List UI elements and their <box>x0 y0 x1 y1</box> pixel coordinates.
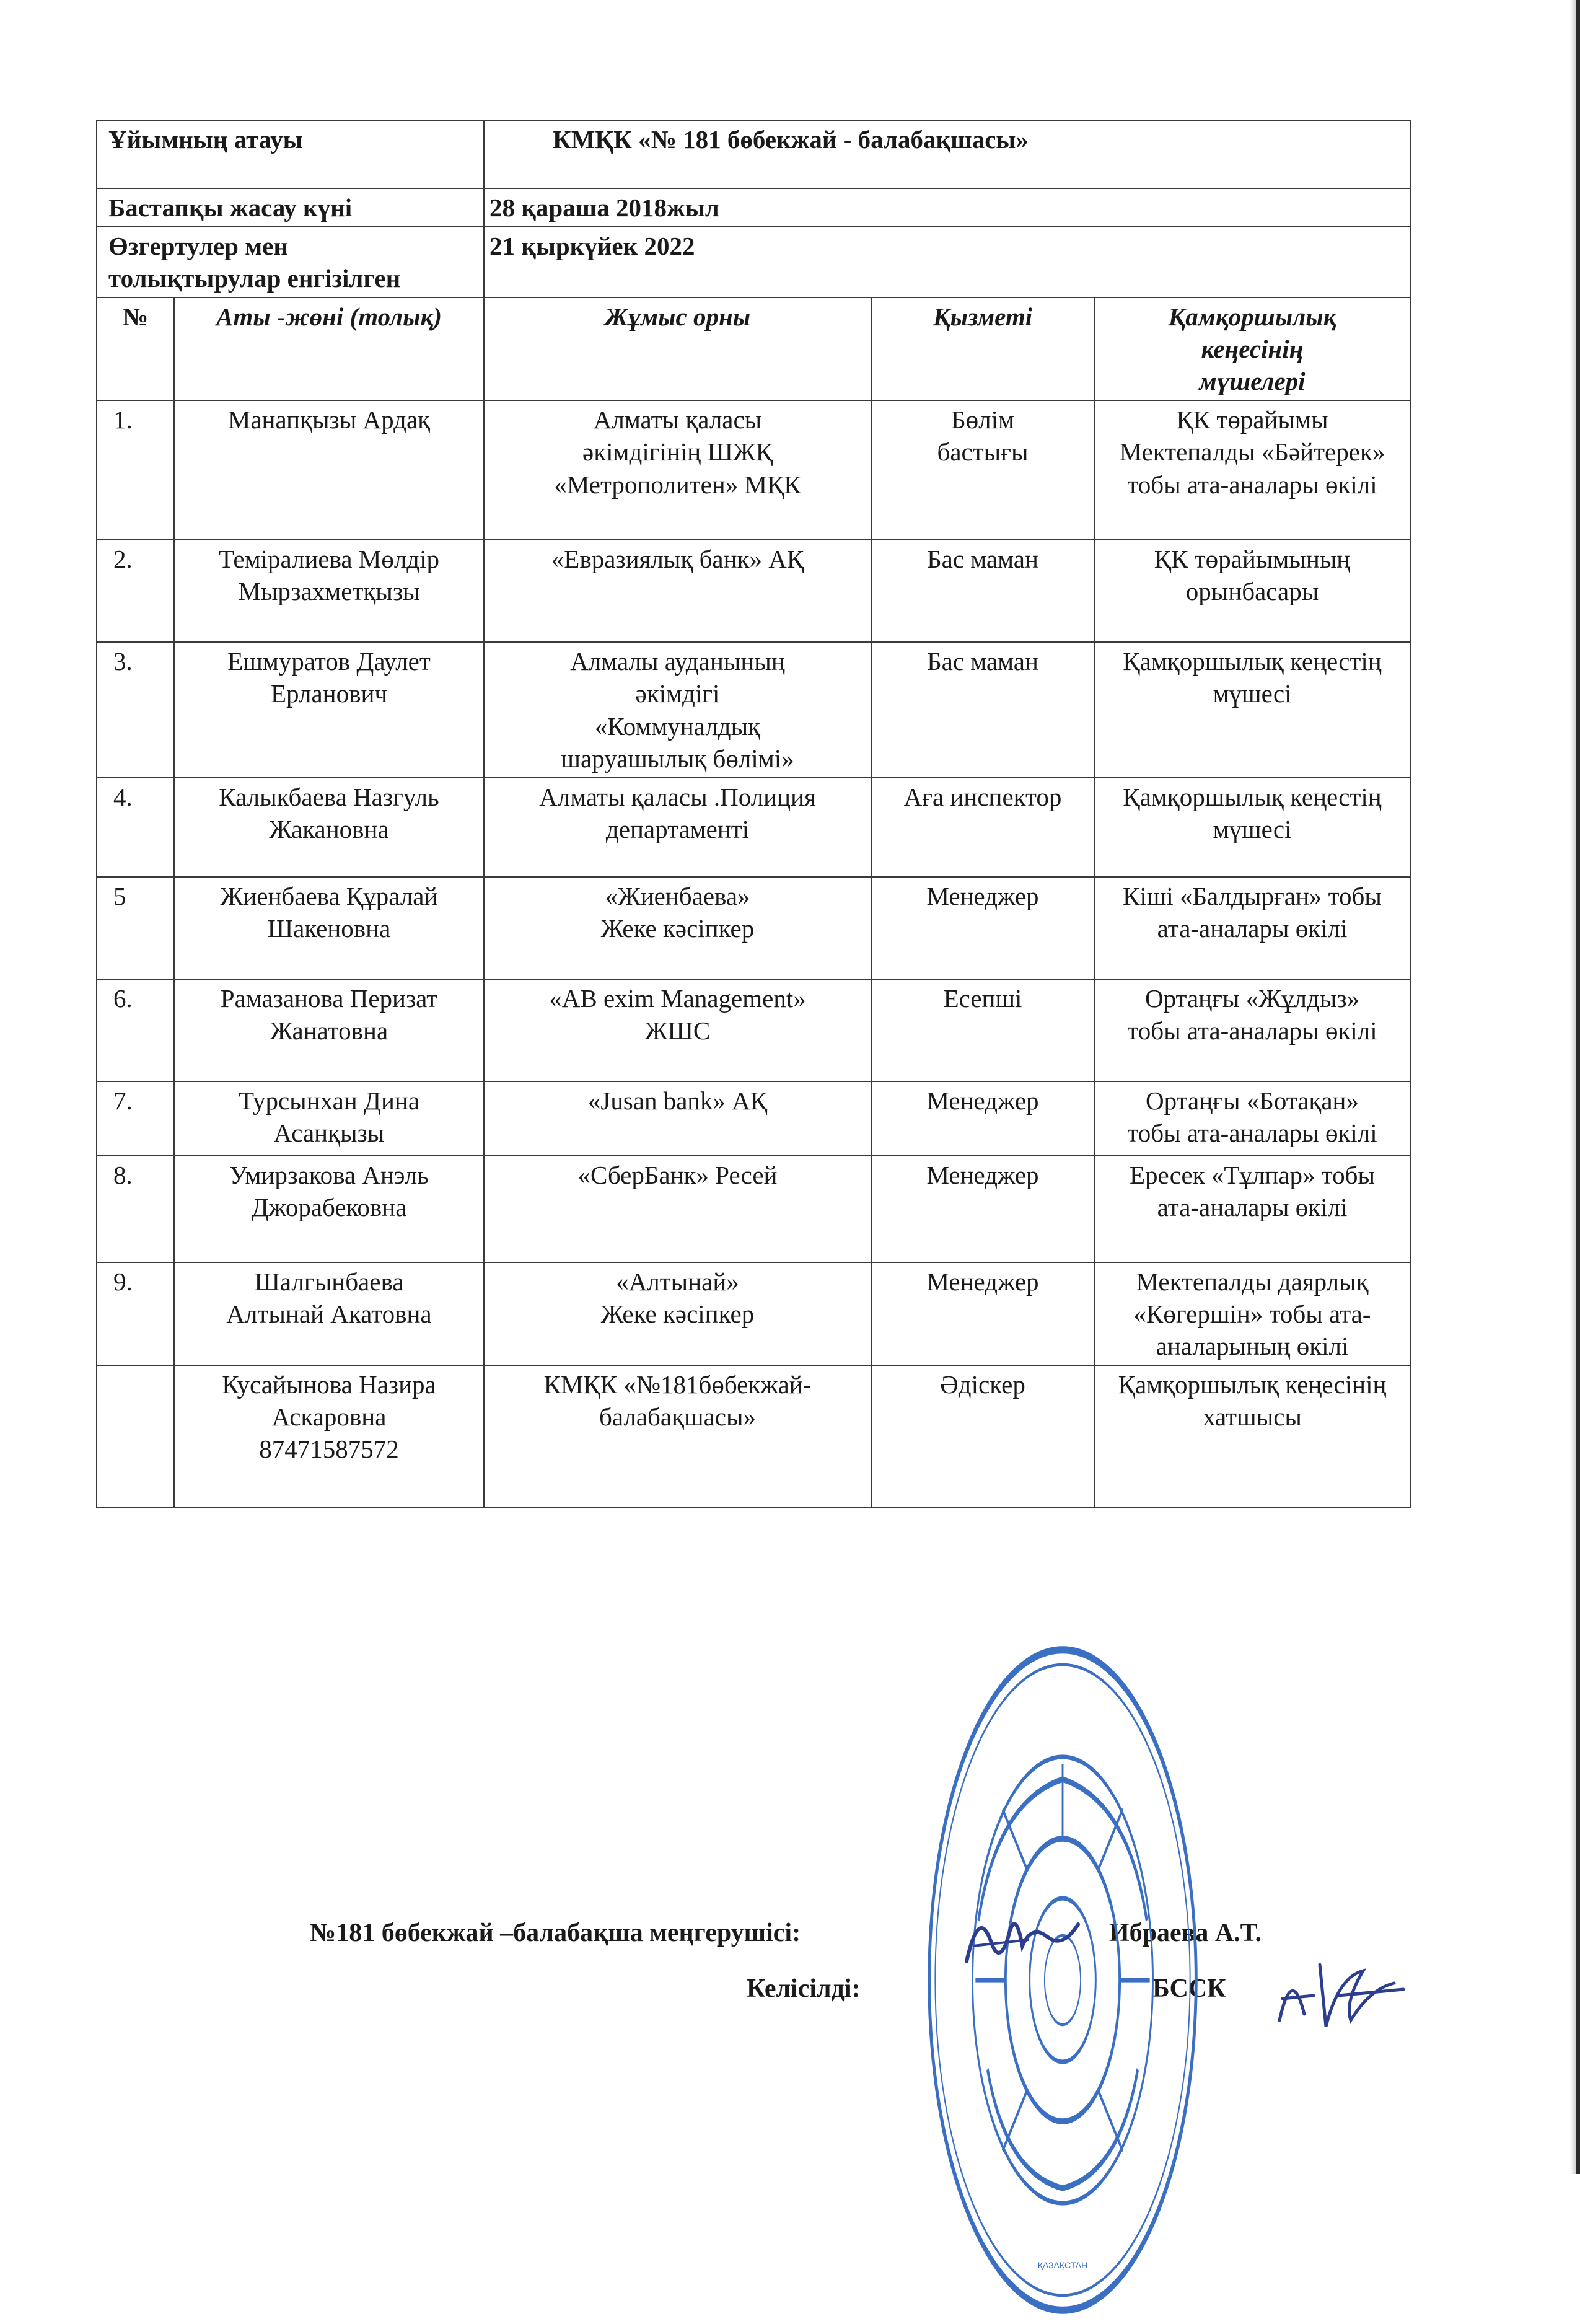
member-council-role-line: мүшесі <box>1213 679 1292 708</box>
member-workplace-line: департаменті <box>605 814 750 843</box>
row-number: 3. <box>97 642 174 777</box>
member-name-line: Джорабековна <box>251 1192 407 1221</box>
member-council-role-line: мүшесі <box>1213 814 1292 843</box>
member-name <box>174 642 484 777</box>
updated-label-line: толықтырулар енгізілген <box>108 264 401 293</box>
member-workplace <box>484 400 871 540</box>
member-workplace-line: әкімдігі <box>635 679 720 708</box>
table-row <box>97 1262 1410 1365</box>
column-header-row <box>97 297 1410 400</box>
member-position-line: Менеджер <box>926 881 1039 910</box>
col-name-header: Аты -жөні (толық) <box>174 297 484 400</box>
page-shadow <box>1570 0 1576 2174</box>
member-workplace <box>484 778 871 877</box>
member-workplace-line: ЖШС <box>644 1016 711 1045</box>
member-position-line: Бөлім <box>951 405 1014 434</box>
member-position-line: Аға инспектор <box>903 782 1062 811</box>
council-table <box>96 120 1411 1508</box>
page-edge <box>1576 0 1580 2174</box>
row-number: 4. <box>97 778 174 877</box>
updated-label-line: Өзгертулер мен <box>108 232 288 261</box>
member-name <box>174 778 484 877</box>
member-name <box>174 1365 484 1508</box>
member-council-role-line: орынбасары <box>1185 577 1319 606</box>
row-number: 1. <box>97 400 174 540</box>
member-name-line: Ерланович <box>270 679 388 708</box>
signature-agreed-icon <box>1270 1952 1413 2039</box>
row-number <box>97 1365 174 1508</box>
head-name: Ибраева А.Т. <box>1109 1919 1262 1947</box>
member-council-role <box>1094 642 1410 777</box>
org-label: Ұйымның атауы <box>97 120 484 188</box>
created-value: 28 қараша 2018жыл <box>484 188 1410 227</box>
member-name-line: Алтынай Акатовна <box>226 1299 432 1328</box>
member-position-line: Есепші <box>943 984 1022 1013</box>
member-council-role <box>1094 877 1410 979</box>
member-council-role <box>1094 400 1410 540</box>
member-council-role <box>1094 1262 1410 1365</box>
member-council-role-line: ҚК төрайымының <box>1154 545 1351 574</box>
member-council-role <box>1094 1365 1410 1508</box>
member-name-line: Жакановна <box>269 814 389 843</box>
member-council-role-line: Мектепалды даярлық <box>1136 1267 1369 1296</box>
member-position <box>871 1365 1094 1508</box>
member-council-role-line: Ортаңғы «Ботақан» <box>1146 1086 1359 1115</box>
member-position <box>871 642 1094 777</box>
member-position <box>871 1156 1094 1262</box>
member-workplace-line: шаруашылық бөлімі» <box>561 744 794 773</box>
table-row <box>97 877 1410 979</box>
member-council-role <box>1094 1081 1410 1156</box>
member-name-line: 87471587572 <box>259 1434 399 1463</box>
member-workplace-line: Алматы қаласы <box>593 405 762 434</box>
seal-emblem-text: ҚАЗАҚСТАН <box>1037 2260 1088 2270</box>
member-position <box>871 778 1094 877</box>
agreed-value: БССК <box>1152 1974 1226 2003</box>
member-name-line: Жиенбаева Құралай <box>220 881 438 910</box>
member-name <box>174 1081 484 1156</box>
member-workplace-line: әкімдігінің ШЖҚ <box>582 438 773 467</box>
updated-value: 21 қыркүйек 2022 <box>484 227 1410 297</box>
col-position-header: Қызметі <box>871 297 1094 400</box>
member-position <box>871 1262 1094 1365</box>
member-position-line: бастығы <box>937 438 1029 467</box>
member-workplace-line: Алматы қаласы .Полиция <box>539 782 816 811</box>
member-workplace <box>484 877 871 979</box>
member-workplace-line: «Евразиялық банк» АҚ <box>551 545 804 574</box>
col-work-header: Жұмыс орны <box>484 297 871 400</box>
table-row <box>97 1365 1410 1508</box>
member-workplace-line: «СберБанк» Ресей <box>577 1160 778 1189</box>
member-name <box>174 877 484 979</box>
member-council-role-line: тобы ата-аналары өкілі <box>1127 1016 1377 1045</box>
member-position <box>871 540 1094 642</box>
member-council-role-line: Ортаңғы «Жұлдыз» <box>1144 984 1360 1013</box>
member-name-line: Асанқызы <box>273 1118 385 1147</box>
member-council-role-line: Мектепалды «Бәйтерек» <box>1119 438 1385 467</box>
member-name-line: Шакеновна <box>267 913 391 943</box>
member-workplace-line: «Коммуналдық <box>594 711 761 741</box>
table-row <box>97 778 1410 877</box>
member-council-role-line: Қамқоршылық кеңестің <box>1123 647 1382 676</box>
table-row <box>97 1081 1410 1156</box>
member-council-role-line: Кіші «Балдырған» тобы <box>1123 881 1382 910</box>
member-workplace-line: «AB exim Management» <box>549 984 806 1013</box>
table-row <box>97 400 1410 540</box>
member-name-line: Турсынхан Дина <box>238 1086 420 1115</box>
updated-label <box>97 227 484 297</box>
row-number: 7. <box>97 1081 174 1156</box>
member-workplace-line: «Метрополитен» МҚК <box>554 470 801 499</box>
member-workplace <box>484 1081 871 1156</box>
member-name-line: Кусайынова Назира <box>222 1370 436 1399</box>
member-position-line: Менеджер <box>926 1160 1039 1189</box>
member-workplace <box>484 1365 871 1508</box>
col-council-header-line: мүшелері <box>1199 367 1306 396</box>
col-council-header-line: Қамқоршылық <box>1168 302 1336 332</box>
row-number: 9. <box>97 1262 174 1365</box>
table-row <box>97 540 1410 642</box>
head-label: №181 бөбекжай –балабақша меңгерушісі: <box>310 1919 801 1947</box>
member-name-line: Аскаровна <box>271 1402 387 1431</box>
org-value: КМҚК «№ 181 бөбекжай - балабақшасы» <box>484 120 1410 188</box>
member-name-line: Умирзакова Анэль <box>229 1160 429 1189</box>
member-position <box>871 877 1094 979</box>
col-council-header-line: кеңесінің <box>1201 335 1304 364</box>
member-council-role-line: ата-аналары өкілі <box>1157 1192 1348 1221</box>
member-position-line: Бас маман <box>927 545 1038 574</box>
member-name <box>174 1262 484 1365</box>
member-name-line: Рамазанова Перизат <box>220 984 438 1013</box>
member-name <box>174 979 484 1081</box>
member-position-line: Әдіскер <box>940 1370 1025 1399</box>
member-workplace <box>484 642 871 777</box>
table-row <box>97 1156 1410 1262</box>
created-row <box>97 188 1410 227</box>
member-council-role-line: Қамқоршылық кеңестің <box>1123 782 1382 811</box>
member-position <box>871 979 1094 1081</box>
member-council-role <box>1094 540 1410 642</box>
signature-head-icon <box>954 1887 1091 1986</box>
member-workplace-line: Жеке кәсіпкер <box>600 913 755 943</box>
agreed-label: Келісілді: <box>747 1974 861 2003</box>
member-position <box>871 1081 1094 1156</box>
member-name-line: Теміралиева Мөлдір <box>218 545 440 574</box>
member-workplace-line: «Жиенбаева» <box>605 881 750 910</box>
updated-row <box>97 227 1410 297</box>
row-number: 5 <box>97 877 174 979</box>
member-workplace-line: Алмалы ауданының <box>570 647 785 676</box>
member-council-role-line: Ересек «Тұлпар» тобы <box>1130 1160 1376 1189</box>
member-position-line: Бас маман <box>927 647 1038 676</box>
member-workplace-line: балабақшасы» <box>599 1402 757 1431</box>
member-workplace-line: Жеке кәсіпкер <box>600 1299 755 1328</box>
member-name-line: Калыкбаева Назгуль <box>219 782 439 811</box>
member-council-role <box>1094 1156 1410 1262</box>
member-position <box>871 400 1094 540</box>
member-name-line: Шалгынбаева <box>254 1267 404 1296</box>
member-workplace-line: «Алтынай» <box>616 1267 739 1296</box>
member-position-line: Менеджер <box>926 1086 1039 1115</box>
member-name-line: Мырзахметқызы <box>238 577 420 606</box>
member-council-role-line: аналарының өкілі <box>1156 1331 1349 1360</box>
member-council-role-line: тобы ата-аналары өкілі <box>1127 470 1377 499</box>
member-name <box>174 400 484 540</box>
table-row <box>97 642 1410 777</box>
member-name <box>174 1156 484 1262</box>
member-workplace <box>484 979 871 1081</box>
member-council-role-line: ҚК төрайымы <box>1176 405 1328 434</box>
member-position-line: Менеджер <box>926 1267 1039 1296</box>
member-council-role-line: ата-аналары өкілі <box>1157 913 1348 943</box>
member-workplace-line: «Jusan bank» АҚ <box>587 1086 768 1115</box>
col-council-header <box>1094 297 1410 400</box>
row-number: 8. <box>97 1156 174 1262</box>
table-row <box>97 979 1410 1081</box>
member-council-role <box>1094 778 1410 877</box>
member-council-role-line: Қамқоршылық кеңесінің <box>1118 1370 1387 1399</box>
col-num-header: № <box>97 297 174 400</box>
member-council-role-line: тобы ата-аналары өкілі <box>1127 1118 1377 1147</box>
row-number: 6. <box>97 979 174 1081</box>
member-council-role <box>1094 979 1410 1081</box>
created-label: Бастапқы жасау күні <box>97 188 484 227</box>
member-workplace <box>484 1156 871 1262</box>
member-workplace <box>484 540 871 642</box>
member-council-role-line: хатшысы <box>1203 1402 1302 1431</box>
member-name-line: Жанатовна <box>270 1016 388 1045</box>
org-row <box>97 120 1410 188</box>
row-number: 2. <box>97 540 174 642</box>
member-name <box>174 540 484 642</box>
member-workplace <box>484 1262 871 1365</box>
member-council-role-line: «Көгершін» тобы ата- <box>1133 1299 1371 1328</box>
member-name-line: Манапқызы Ардақ <box>227 405 431 434</box>
member-workplace-line: КМҚК «№181бөбекжай- <box>543 1370 812 1399</box>
member-name-line: Ешмуратов Даулет <box>227 647 431 676</box>
